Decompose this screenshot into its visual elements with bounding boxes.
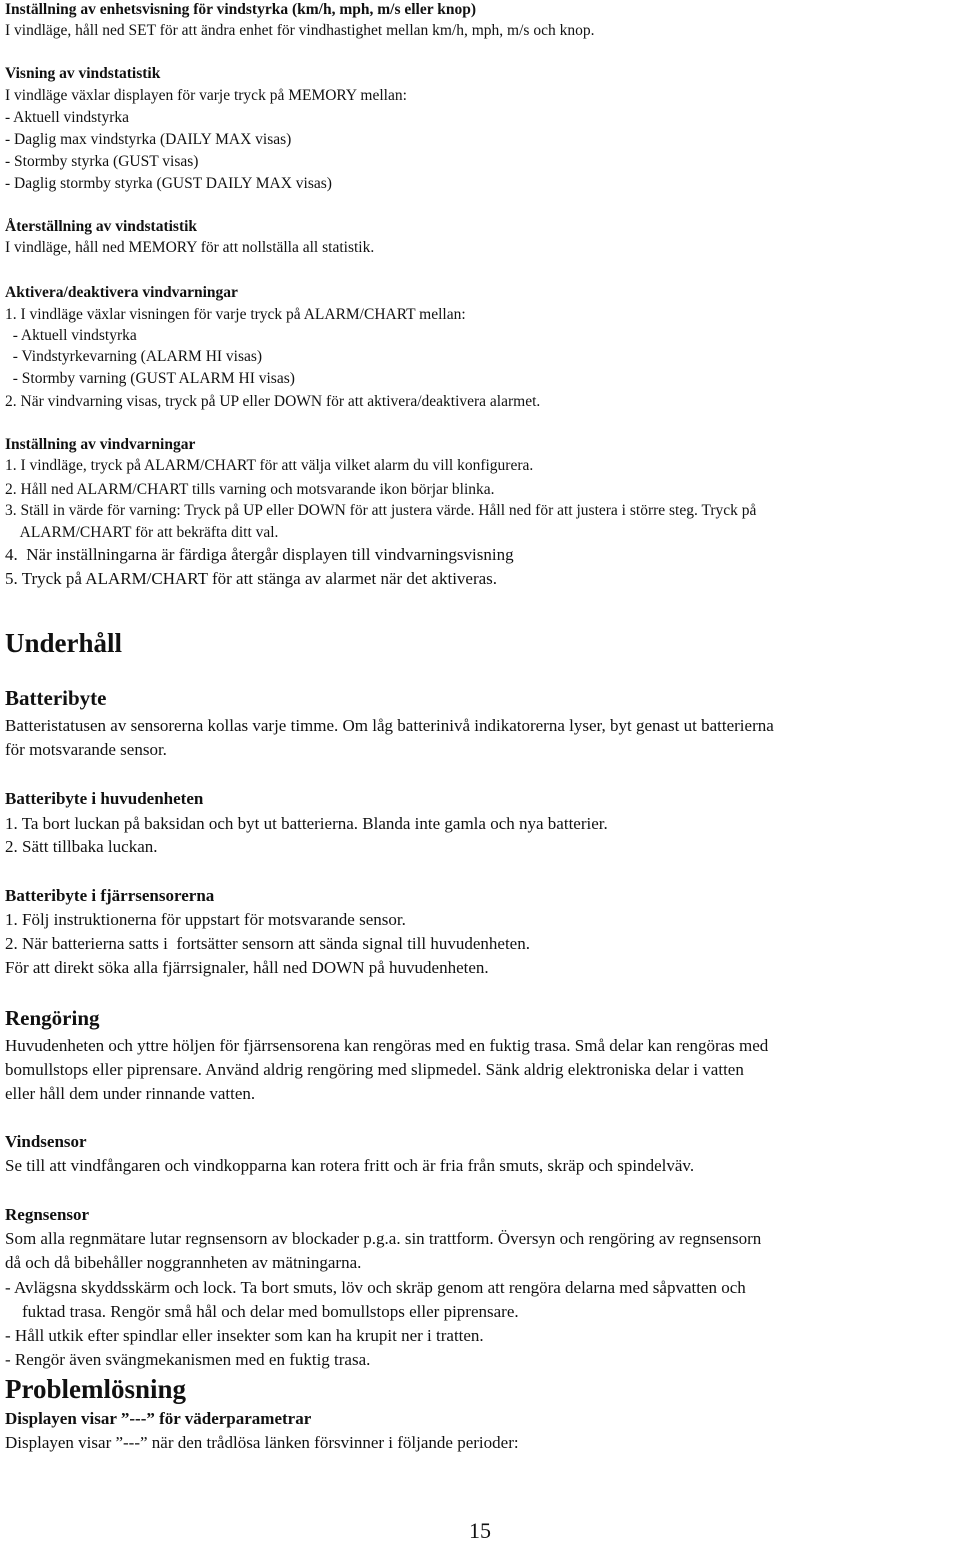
rain-sensor-line: - Håll utkik efter spindlar eller insekter som kan ha krupit ner i tratten. [5, 1326, 484, 1345]
rain-sensor-line: Som alla regnmätare lutar regnsensorn av blockader p.g.a. sin trattform. Översyn och rengöring av regnsensorn [5, 1229, 762, 1248]
wind-unit-heading: Inställning av enhetsvisning för vindstyrka (km/h, mph, m/s eller knop) [5, 1, 476, 18]
wind-alarms-line: - Stormby varning (GUST ALARM HI visas) [5, 370, 295, 387]
troubleshooting-text: Displayen visar ”---” när den trådlösa länken försvinner i följande perioder: [5, 1433, 519, 1452]
battery-main-line: 1. Ta bort luckan på baksidan och byt ut batterierna. Blanda inte gamla och nya batterier. [5, 814, 608, 833]
alarm-settings-line: 2. Håll ned ALARM/CHART tills varning och motsvarande ikon börjar blinka. [5, 481, 495, 498]
alarm-settings-line: 5. Tryck på ALARM/CHART för att stänga av alarmet när det aktiveras. [5, 569, 498, 588]
wind-stats-item: - Daglig max vindstyrka (DAILY MAX visas) [5, 131, 292, 148]
wind-alarms-line: 1. I vindläge växlar visningen för varje tryck på ALARM/CHART mellan: [5, 306, 466, 323]
wind-alarms-heading: Aktivera/deaktivera vindvarningar [5, 284, 238, 301]
alarm-settings-line: ALARM/CHART för att bekräfta ditt val. [5, 524, 279, 541]
maintenance-heading: Underhåll [5, 628, 123, 658]
stats-reset-heading: Återställning av vindstatistik [5, 218, 198, 235]
wind-stats-item: - Aktuell vindstyrka [5, 109, 129, 126]
wind-stats-item: - Daglig stormby styrka (GUST DAILY MAX visas) [5, 175, 332, 192]
rain-sensor-heading: Regnsensor [5, 1205, 90, 1224]
battery-main-line: 2. Sätt tillbaka luckan. [5, 837, 158, 856]
wind-stats-heading: Visning av vindstatistik [5, 65, 161, 82]
cleaning-text: Huvudenheten och yttre höljen för fjärrsensorena kan rengöras med en fuktig trasa. Små delar kan rengöras med [5, 1036, 769, 1055]
battery-remote-line: 1. Följ instruktionerna för uppstart för motsvarande sensor. [5, 910, 406, 929]
wind-sensor-text: Se till att vindfångaren och vindkopparna kan rotera fritt och är fria från smuts, skräp och spindelväv. [5, 1156, 695, 1175]
battery-text: Batteristatusen av sensorerna kollas varje timme. Om låg batterinivå indikatorerna lyser, byt genast ut batterierna [5, 716, 774, 735]
cleaning-text: bomullstops eller piprensare. Använd aldrig rengöring med slipmedel. Sänk aldrig elektroniska delar i vatten [5, 1060, 744, 1079]
battery-remote-heading: Batteribyte i fjärrsensorerna [5, 886, 215, 905]
rain-sensor-line: fuktad trasa. Rengör små hål och delar med bomullstops eller piprensare. [5, 1302, 519, 1321]
cleaning-heading: Rengöring [5, 1006, 100, 1030]
battery-heading: Batteribyte [5, 686, 107, 710]
wind-alarms-line: - Vindstyrkevarning (ALARM HI visas) [5, 348, 263, 365]
wind-sensor-heading: Vindsensor [5, 1132, 87, 1151]
battery-remote-line: För att direkt söka alla fjärrsignaler, håll ned DOWN på huvudenheten. [5, 958, 489, 977]
cleaning-text: eller håll dem under rinnande vatten. [5, 1084, 256, 1103]
alarm-settings-line: 1. I vindläge, tryck på ALARM/CHART för att välja vilket alarm du vill konfigurera. [5, 457, 534, 474]
alarm-settings-line: 4. När inställningarna är färdiga återgår displayen till vindvarningsvisning [5, 545, 514, 564]
rain-sensor-line: - Rengör även svängmekanismen med en fuktig trasa. [5, 1350, 371, 1369]
wind-alarms-line: - Aktuell vindstyrka [5, 327, 137, 344]
battery-remote-line: 2. När batterierna satts i fortsätter sensorn att sända signal till huvudenheten. [5, 934, 530, 953]
wind-stats-intro: I vindläge växlar displayen för varje tryck på MEMORY mellan: [5, 87, 407, 104]
troubleshooting-subheading: Displayen visar ”---” för väderparametrar [5, 1409, 312, 1428]
troubleshooting-heading: Problemlösning [5, 1374, 187, 1404]
alarm-settings-line: 3. Ställ in värde för varning: Tryck på UP eller DOWN för att justera värde. Håll ned för att justera i större steg. Tryck på [5, 502, 757, 519]
battery-text: för motsvarande sensor. [5, 740, 167, 759]
wind-alarms-line: 2. När vindvarning visas, tryck på UP eller DOWN för att aktivera/deaktivera alarmet. [5, 393, 541, 410]
wind-stats-item: - Stormby styrka (GUST visas) [5, 153, 199, 170]
rain-sensor-line: då och då bibehåller noggrannheten av mätningarna. [5, 1253, 362, 1272]
battery-main-heading: Batteribyte i huvudenheten [5, 789, 204, 808]
rain-sensor-line: - Avlägsna skyddsskärm och lock. Ta bort smuts, löv och skräp genom att rengöra delarna med såpvatten och [5, 1278, 746, 1297]
alarm-settings-heading: Inställning av vindvarningar [5, 436, 196, 453]
wind-unit-text: I vindläge, håll ned SET för att ändra enhet för vindhastighet mellan km/h, mph, m/s och knop. [5, 22, 595, 39]
stats-reset-text: I vindläge, håll ned MEMORY för att nollställa all statistik. [5, 239, 375, 256]
page-number: 15 [469, 1518, 491, 1543]
